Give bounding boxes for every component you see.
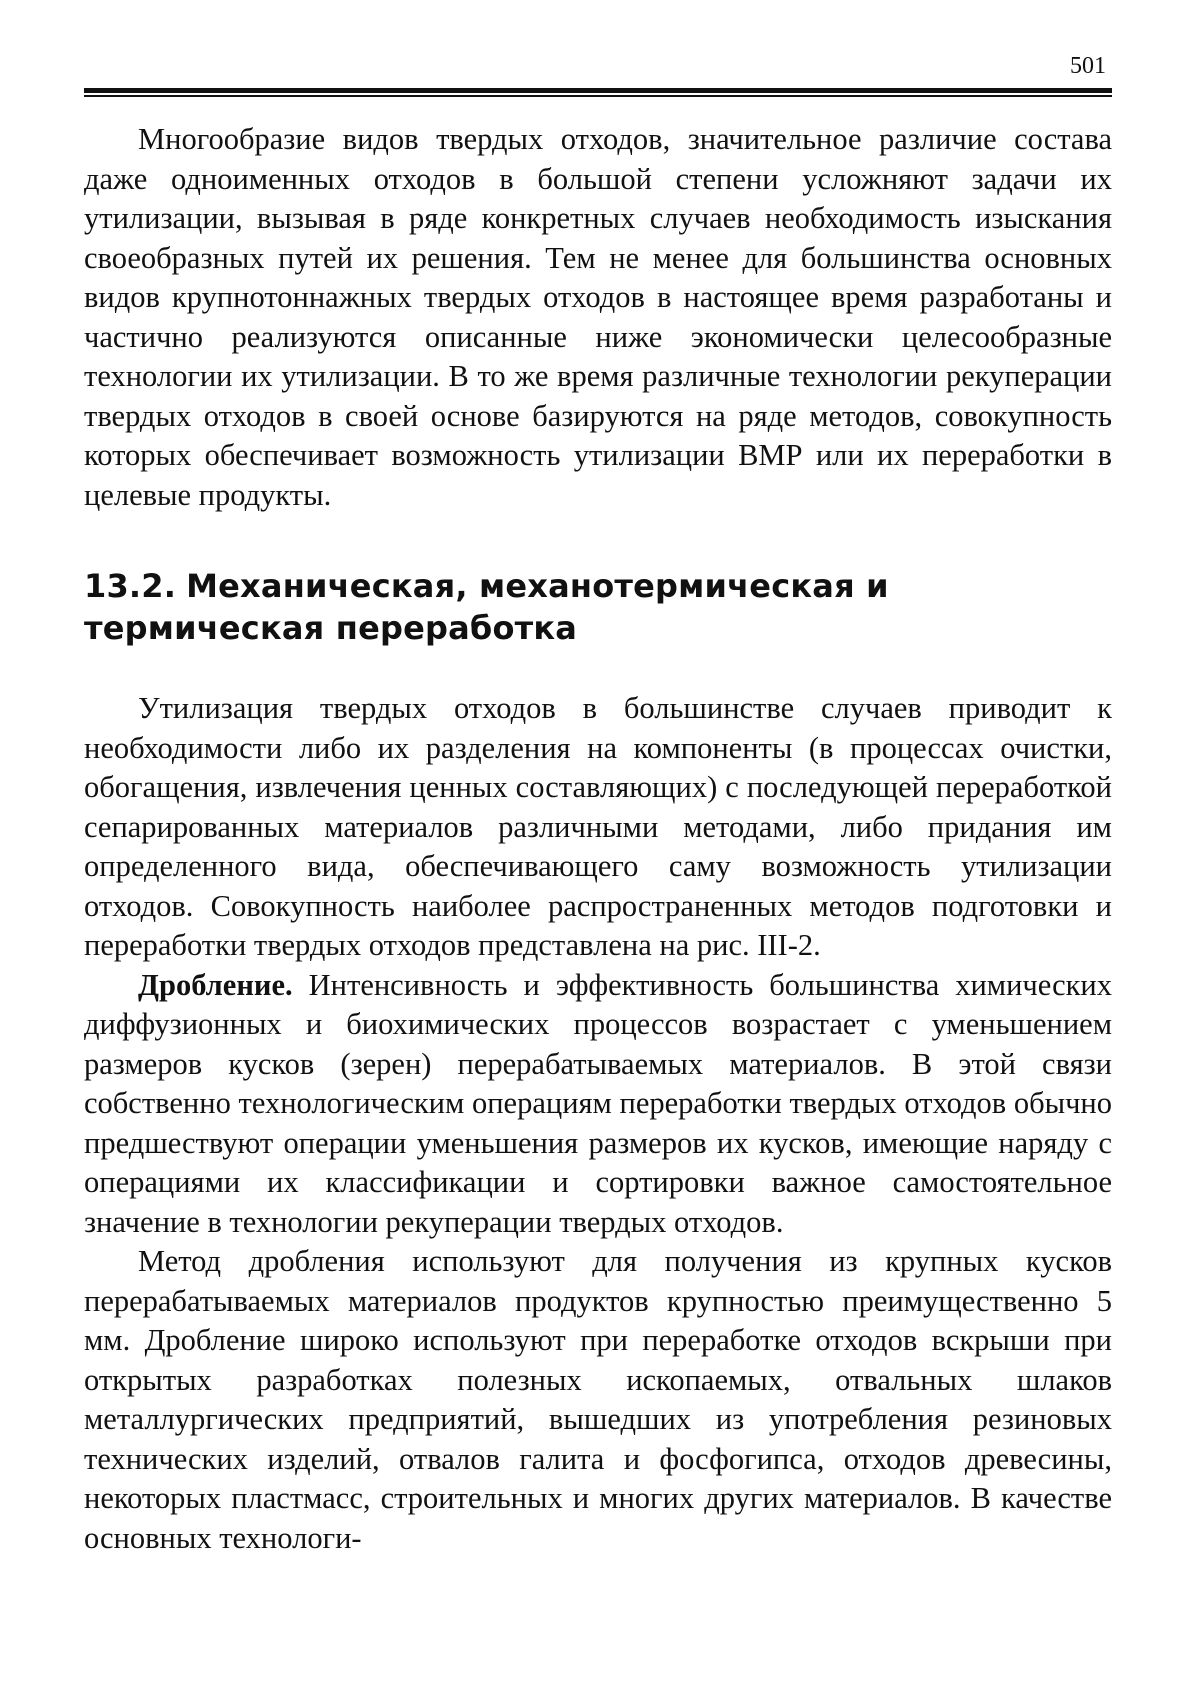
header-rule-thick xyxy=(84,88,1112,93)
section-heading xyxy=(84,565,1112,649)
section-number: 13.2. xyxy=(84,567,177,605)
intro-paragraph: Многообразие видов твердых отходов, значительное различие состава даже одноименных отходов в большой степени усложняют задачи их утилизации, вызывая в ряде конкретных случаев необходимость изыскания своеобразных путей их решения. Тем не менее для большинства основных видов крупнотоннажных твердых отходов в настоящее время разработаны и частично реализуются описанные ниже экономически целесообразные технологии их утилизации. В то же время различные технологии рекуперации твердых отходов в своей основе базируются на ряде методов, совокупность которых обеспечивает возможность утилизации ВМР или их переработки в целевые продукты. xyxy=(84,122,1112,512)
paragraph-lead-term: Дробление. xyxy=(138,967,293,1002)
paragraph-body: Интенсивность и эффективность большинства химических диффузионных и биохимических процессов возрастает с уменьшением размеров кусков (зерен) перерабатываемых материалов. В этой связи собственно технологическим операциям переработки твердых отходов обычно предшествуют операции уменьшения размеров их кусков, имеющие наряду с операциями их классификации и сортировки важное самостоятельное значение в технологии рекуперации твердых отходов. xyxy=(84,967,1112,1239)
header-rule xyxy=(84,88,1112,98)
page-number: 501 xyxy=(1070,53,1106,79)
section-paragraph-1: Утилизация твердых отходов в большинстве случаев приводит к необходимости либо их разделения на компоненты (в процессах очистки, обогащения, извлечения ценных составляющих) с последующей переработкой сепарированных материалов различными методами, либо придания им определенного вида, обеспечивающего саму возможность утилизации отходов. Совокупность наиболее распространенных методов подготовки и переработки твердых отходов представлена на рис. III-2. xyxy=(84,691,1112,962)
page-content xyxy=(84,120,1112,1558)
section-paragraph-3: Метод дробления используют для получения из крупных кусков перерабатываемых материалов продуктов крупностью преимущественно 5 мм. Дробление широко используют при переработке отходов вскрыши при открытых разработках полезных ископаемых, отвальных шлаков металлургических предприятий, вышедших из употребления резиновых технических изделий, отвалов галита и фосфогипса, отходов древесины, некоторых пластмасс, строительных и многих других материалов. В качестве основных технологи- xyxy=(84,1244,1112,1555)
section-paragraph-2 xyxy=(84,966,1112,1243)
section-title: Механическая, механотермическая и термическая переработка xyxy=(84,567,889,647)
header-rule-thin xyxy=(84,95,1112,97)
